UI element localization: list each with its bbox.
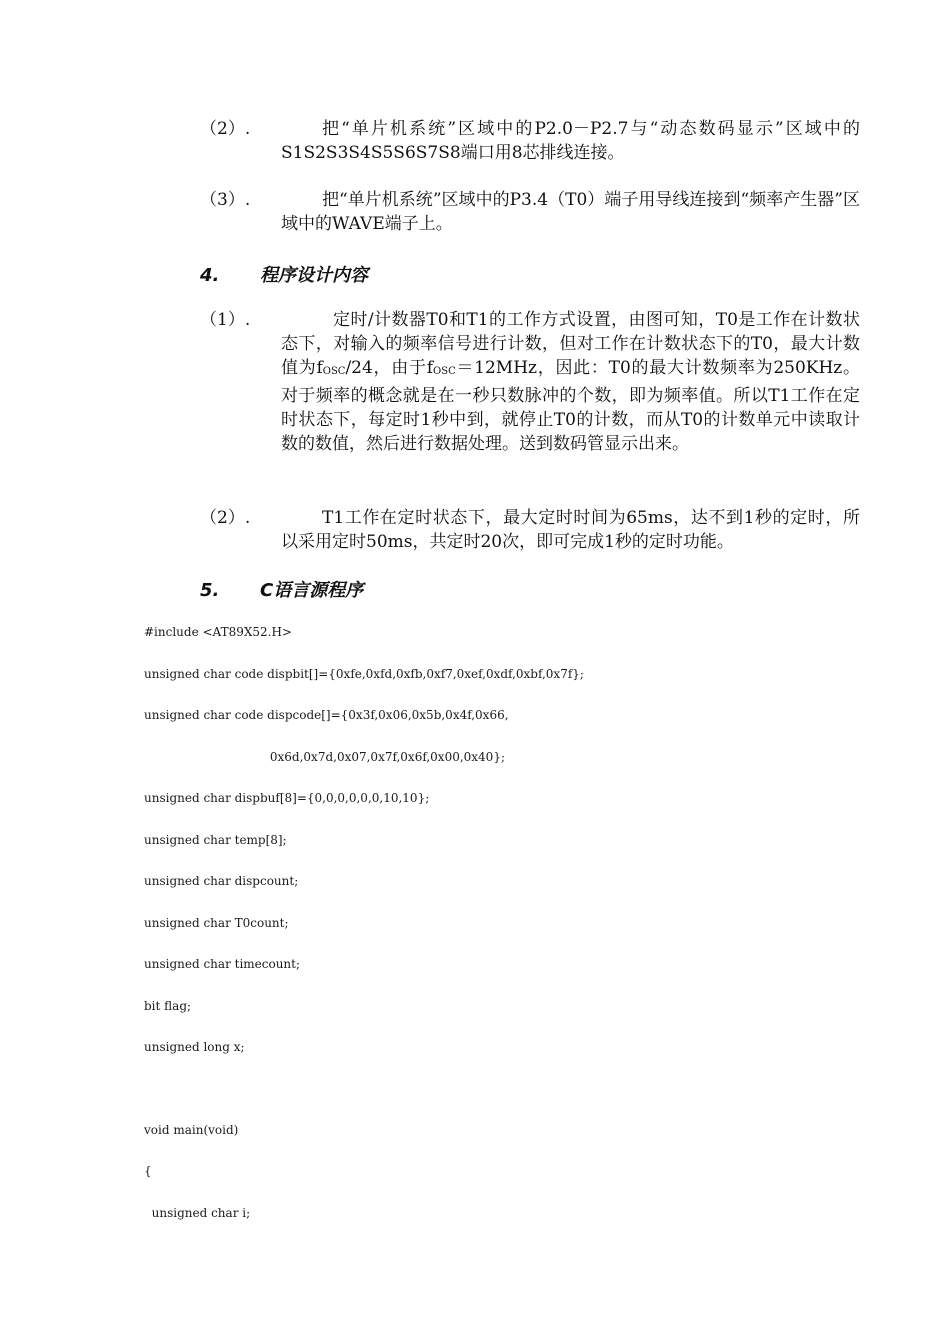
list-item-text: 把“单片机系统”区域中的P2.0－P2.7与“动态数码显示”区域中的S1S2S3S4S5S6S7S8端口用8芯排线连接。 — [281, 119, 860, 163]
list-item-number: （2）. — [200, 119, 251, 139]
code-line: unsigned long x; — [144, 1040, 245, 1054]
list-item-text: 定时/计数器T0和T1的工作方式设置，由图可知，T0是工作在计数状态下，对输入的频率信号进行计数，但对工作在计数状态下的T0，最大计数值为$f_{OSC}/24$，由于$f_{OSC}=12MHz$，因此：T0的最大计数频率为250KHz。对于频率的概念就是在一秒只数脉冲的个数，即为频率值。所以T1工作在定时状态下，每定时1秒中到，就停止T0的计数，而从T0的计数单元中读取计数的数值，然后进行数据处理。送到数码管显示出来。 — [281, 310, 860, 454]
code-line: { — [144, 1164, 152, 1178]
code-line: bit flag; — [144, 999, 192, 1013]
list-item — [200, 117, 860, 165]
list-item-text: 把“单片机系统”区域中的P3.4（T0）端子用导线连接到“频率产生器”区域中的WAVE端子上。 — [281, 190, 860, 234]
code-line: unsigned char timecount; — [144, 957, 301, 971]
list-item-number: （1）. — [200, 310, 251, 330]
list-item — [200, 308, 860, 456]
section-heading — [200, 576, 363, 602]
section-number: 4. — [200, 265, 220, 286]
code-line: unsigned char temp[8]; — [144, 833, 287, 847]
code-line: unsigned char code dispcode[]={0x3f,0x06,0x5b,0x4f,0x66, — [144, 708, 509, 722]
list-item-number: （3）. — [200, 190, 251, 210]
list-item — [200, 506, 860, 554]
code-line: 0x6d,0x7d,0x07,0x7f,0x6f,0x00,0x40}; — [144, 750, 505, 764]
section-heading — [200, 261, 368, 287]
list-item-text: T1工作在定时状态下，最大定时时间为65ms，达不到1秒的定时，所以采用定时50ms，共定时20次，即可完成1秒的定时功能。 — [281, 508, 860, 552]
list-item — [200, 188, 860, 236]
code-line: void main(void) — [144, 1123, 239, 1137]
list-item-number: （2）. — [200, 508, 251, 528]
code-line: unsigned char dispbuf[8]={0,0,0,0,0,0,10,10}; — [144, 791, 430, 805]
section-number: 5. — [200, 580, 220, 601]
code-line: #include <AT89X52.H> — [144, 625, 292, 639]
section-title: C语言源程序 — [260, 580, 364, 601]
code-line: unsigned char T0count; — [144, 916, 289, 930]
section-title: 程序设计内容 — [260, 265, 368, 286]
code-line: unsigned char code dispbit[]={0xfe,0xfd,0xfb,0xf7,0xef,0xdf,0xbf,0x7f}; — [144, 667, 584, 681]
code-line: unsigned char dispcount; — [144, 874, 299, 888]
code-line: unsigned char i; — [144, 1206, 251, 1220]
